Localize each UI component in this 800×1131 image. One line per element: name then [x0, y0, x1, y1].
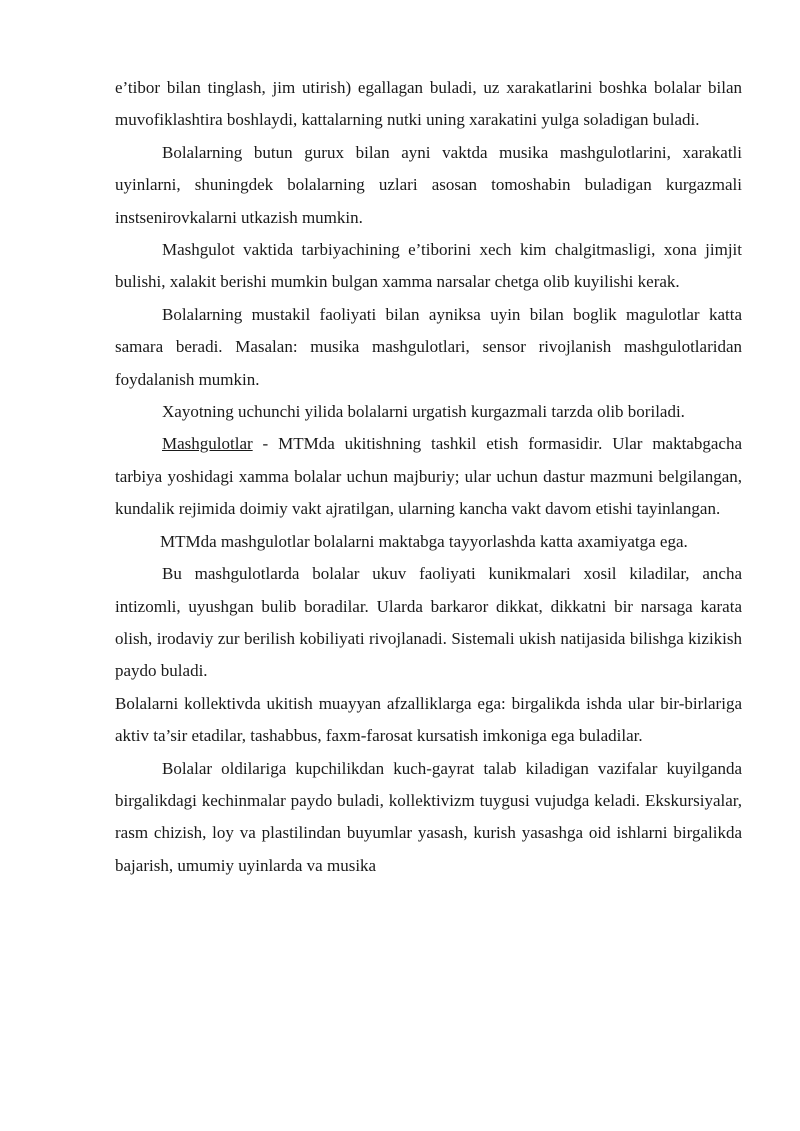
- paragraph-5: Xayotning uchunchi yilida bolalarni urgatish kurgazmali tarzda olib boriladi.: [162, 402, 685, 422]
- paragraph-7: MTMda mashgulotlar bolalarni maktabga tayyorlashda katta axamiyatga ega.: [160, 531, 688, 551]
- paragraph-6-rest: - MTMda ukitishning tashkil etish formasidir. Ular maktabgacha tarbiya yoshidagi xamma bolalar uchun majburiy; ular uchun dastur mazmuni belgilangan, kundalik rejimida doimiy vakt ajratilgan, ularning kancha vakt davom etishi tayinlangan.: [115, 434, 742, 519]
- paragraph-3: Mashgulot vaktida tarbiyachining e’tiborini xech kim chalgitmasligi, xona jimjit bulishi, xalakit berishi mumkin bulgan xamma narsalar chetga olib kuyilishi kerak.: [115, 240, 742, 292]
- paragraph-9: Bolalarni kollektivda ukitish muayyan afzalliklarga ega: birgalikda ishda ular bir-birlariga aktiv ta’sir etadilar, tashabbus, faxm-farosat kursatish imkoniga ega buladilar.: [115, 693, 742, 746]
- underlined-term: Mashgulotlar: [162, 434, 253, 454]
- document-page: [115, 72, 742, 882]
- paragraph-10: Bolalar oldilariga kupchilikdan kuch-gayrat talab kiladigan vazifalar kuyilganda birgalikdagi kechinmalar paydo buladi, kollektivizm tuygusi vujudga keladi. Ekskursiyalar, rasm chizish, loy va plastilindan buyumlar yasash, kurish yasashga oid ishlarni birgalikda bajarish, umumiy uyinlarda va musika: [115, 758, 742, 875]
- paragraph-6: [115, 428, 742, 525]
- paragraph-2: Bolalarning butun gurux bilan ayni vaktda musika mashgulotlarini, xarakatli uyinlarni, shuningdek bolalarning uzlari asosan tomoshabin buladigan kurgazmali instsenirovkalarni utkazish mumkin.: [115, 142, 742, 227]
- paragraph-8: Bu mashgulotlarda bolalar ukuv faoliyati kunikmalari xosil kiladilar, ancha intizomli, uyushgan bulib boradilar. Ularda barkaror dikkat, dikkatni bir narsaga karata olish, irodaviy zur berilish kobiliyati rivojlanadi. Sistemali ukish natijasida bilishga kizikish paydo buladi.: [115, 564, 742, 681]
- paragraph-4: Bolalarning mustakil faoliyati bilan ayniksa uyin bilan boglik magulotlar katta samara beradi. Masalan: musika mashgulotlari, sensor rivojlanish mashgulotlaridan foydalanish mumkin.: [115, 304, 742, 389]
- paragraph-1: e’tibor bilan tinglash, jim utirish) egallagan buladi, uz xarakatlarini boshka bolalar bilan muvofiklashtira boshlaydi, kattalarning nutki uning xarakatini yulga soladigan buladi.: [115, 78, 742, 130]
